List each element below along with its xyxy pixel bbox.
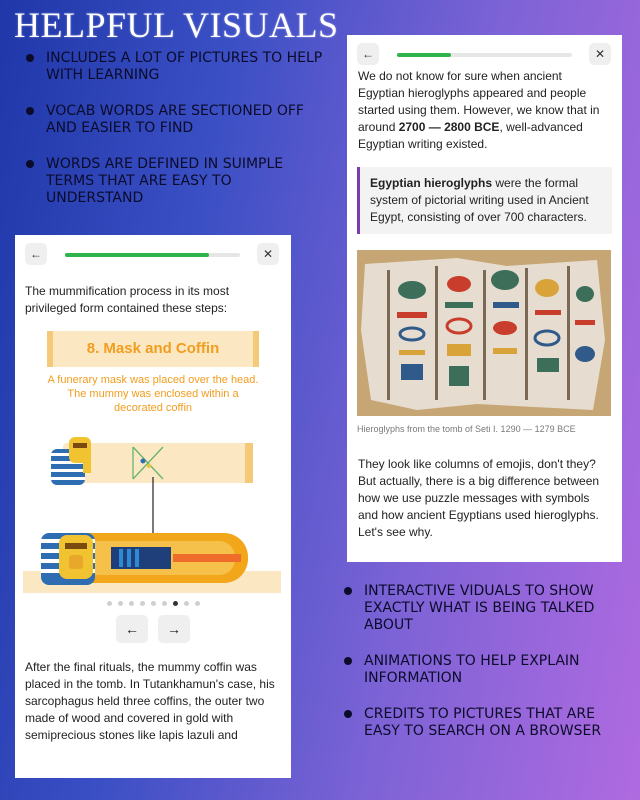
mummy-coffin-illustration[interactable] [23,421,281,597]
photo-credit: Hieroglyphs from the tomb of Seti I. 1290 — 1279 BCE [357,424,576,434]
arrow-left-icon[interactable]: ← [25,243,47,265]
slide-pagination[interactable] [15,601,291,606]
slide-dot[interactable] [162,601,167,606]
lesson-paragraph-1: We do not know for sure when ancient Egyptian hieroglyphs appeared and people started using them. However, we know that in around 2700 — 2800 BCE, well-advanced Egyptian writing existed. [358,69,600,151]
feature-list-top [24,50,324,226]
slide-dot[interactable] [140,601,145,606]
lesson-navbar [15,235,291,275]
vocab-callout: Egyptian hieroglyphs were the formal system of pictorial writing used in Ancient Egypt, consisting of over 700 characters. [357,167,612,234]
arrow-left-icon[interactable]: ← [116,615,148,643]
vocab-term: Egyptian hieroglyphs [370,176,493,190]
bullet-icon [26,107,34,115]
list-item: CREDITS TO PICTURES THAT ARE EASY TO SEARCH ON A BROWSER [342,706,632,740]
bullet-icon [26,54,34,62]
hieroglyphs-photo[interactable] [357,250,611,416]
bullet-icon [344,710,352,718]
slide-dot[interactable] [173,601,178,606]
slide-dot[interactable] [107,601,112,606]
bullet-icon [26,160,34,168]
lesson-navbar [347,35,622,68]
list-item: INTERACTIVE VIDUALS TO SHOW EXACTLY WHAT IS BEING TALKED ABOUT [342,583,632,634]
page-title: HELPFUL VISUALS [14,5,339,45]
feature-list-bottom [342,583,632,759]
lesson-progress-bar [65,253,240,257]
slide-dot[interactable] [151,601,156,606]
close-icon[interactable]: ✕ [257,243,279,265]
bullet-icon [344,587,352,595]
arrow-left-icon[interactable]: ← [357,43,379,65]
slide-controls [15,615,291,643]
slide-dot[interactable] [184,601,189,606]
list-item: WORDS ARE DEFINED IN SUIMPLE TERMS THAT ARE EASY TO UNDERSTAND [24,156,324,207]
lesson-intro-text: The mummification process in its most privileged form contained these steps: [25,284,230,315]
step-caption: A funerary mask was placed over the head. The mummy was enclosed within a decorated coffin [47,374,259,414]
step-title-banner: 8. Mask and Coffin [47,331,259,367]
lesson-progress-fill [65,253,209,257]
lesson-progress-bar [397,53,572,57]
lesson-paragraph-2: They look like columns of emojis, don't they? But actually, there is a big difference between how we use puzzle messages with symbols and how ancient Egyptians used hieroglyphs. Let's see why. [358,457,600,539]
slide-dot[interactable] [129,601,134,606]
list-item: ANIMATIONS TO HELP EXPLAIN INFORMATION [342,653,632,687]
lesson-progress-fill [397,53,451,57]
lesson-outro-text: After the final rituals, the mummy coffin was placed in the tomb. In Tutankhamun's case, his sarcophagus held three coffins, the outer two made of wood and covered in gold with semiprecious stones like lapis lazuli and [25,660,275,742]
bullet-icon [344,657,352,665]
slide-dot[interactable] [118,601,123,606]
lesson-screenshot-mummification [15,235,291,778]
lesson-screenshot-hieroglyphs [347,35,622,562]
slide-dot[interactable] [195,601,200,606]
arrow-right-icon[interactable]: → [158,615,190,643]
list-item: INCLUDES A LOT OF PICTURES TO HELP WITH LEARNING [24,50,324,84]
list-item: VOCAB WORDS ARE SECTIONED OFF AND EASIER TO FIND [24,103,324,137]
close-icon[interactable]: ✕ [589,43,611,65]
